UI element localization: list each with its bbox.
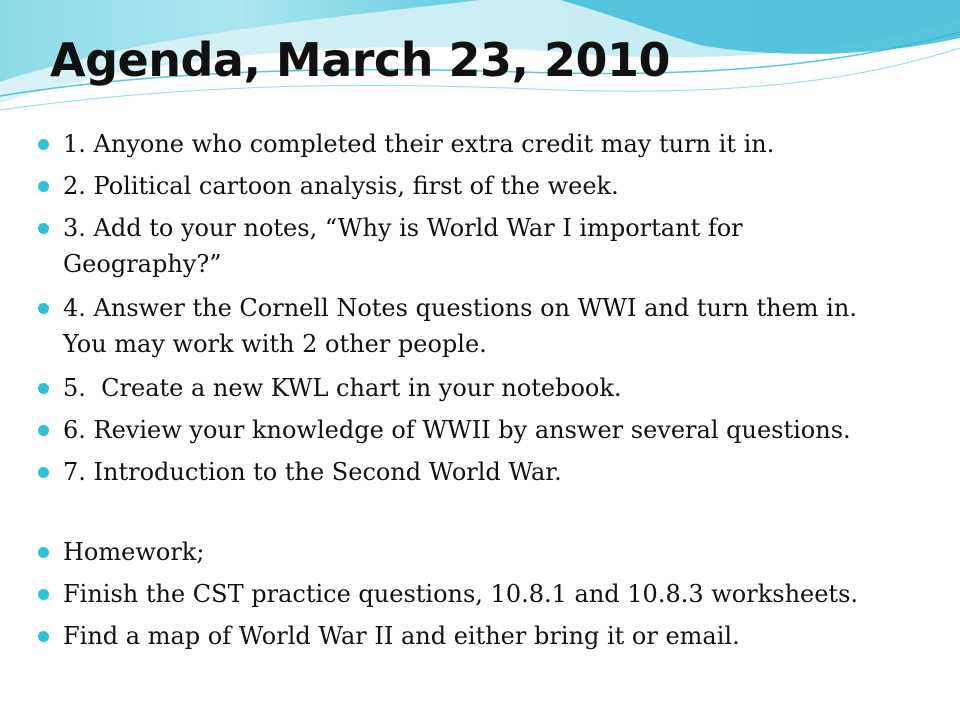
bullet-dot-icon xyxy=(38,631,49,642)
bullet-dot-icon xyxy=(38,139,49,150)
agenda-item-text: 4. Answer the Cornell Notes questions on WWI and turn them in. xyxy=(63,294,857,322)
agenda-item xyxy=(38,168,918,204)
agenda-item xyxy=(38,290,918,362)
bullet-dot-icon xyxy=(38,425,49,436)
bullet-dot-icon xyxy=(38,383,49,394)
agenda-item xyxy=(38,412,918,448)
bullet-dot-icon xyxy=(38,467,49,478)
agenda-item xyxy=(38,618,918,654)
agenda-item-text: You may work with 2 other people. xyxy=(63,330,487,358)
bullet-dot-icon xyxy=(38,223,49,234)
agenda-item-text: Homework; xyxy=(63,538,205,566)
agenda-item xyxy=(38,576,918,612)
agenda-item xyxy=(38,454,918,490)
agenda-item-text: 2. Political cartoon analysis, first of the week. xyxy=(63,172,619,200)
bullet-dot-icon xyxy=(38,181,49,192)
agenda-item xyxy=(38,210,918,282)
agenda-item xyxy=(38,126,918,162)
agenda-item-text: 3. Add to your notes, “Why is World War I important for xyxy=(63,214,743,242)
agenda-item xyxy=(38,534,918,570)
agenda-item xyxy=(38,370,918,406)
bullet-dot-icon xyxy=(38,547,49,558)
slide-title: Agenda, March 23, 2010 xyxy=(50,33,670,87)
agenda-item-text: 5. Create a new KWL chart in your notebook. xyxy=(63,374,622,402)
bullet-dot-icon xyxy=(38,303,49,314)
agenda-item-text: Find a map of World War II and either bring it or email. xyxy=(63,622,740,650)
agenda-item-text: Geography?” xyxy=(63,250,222,278)
agenda-item-text: 1. Anyone who completed their extra credit may turn it in. xyxy=(63,130,775,158)
agenda-item-text: 6. Review your knowledge of WWII by answer several questions. xyxy=(63,416,851,444)
agenda-item-text: 7. Introduction to the Second World War. xyxy=(63,458,562,486)
bullet-dot-icon xyxy=(38,589,49,600)
agenda-item-text: Finish the CST practice questions, 10.8.1 and 10.8.3 worksheets. xyxy=(63,580,859,608)
